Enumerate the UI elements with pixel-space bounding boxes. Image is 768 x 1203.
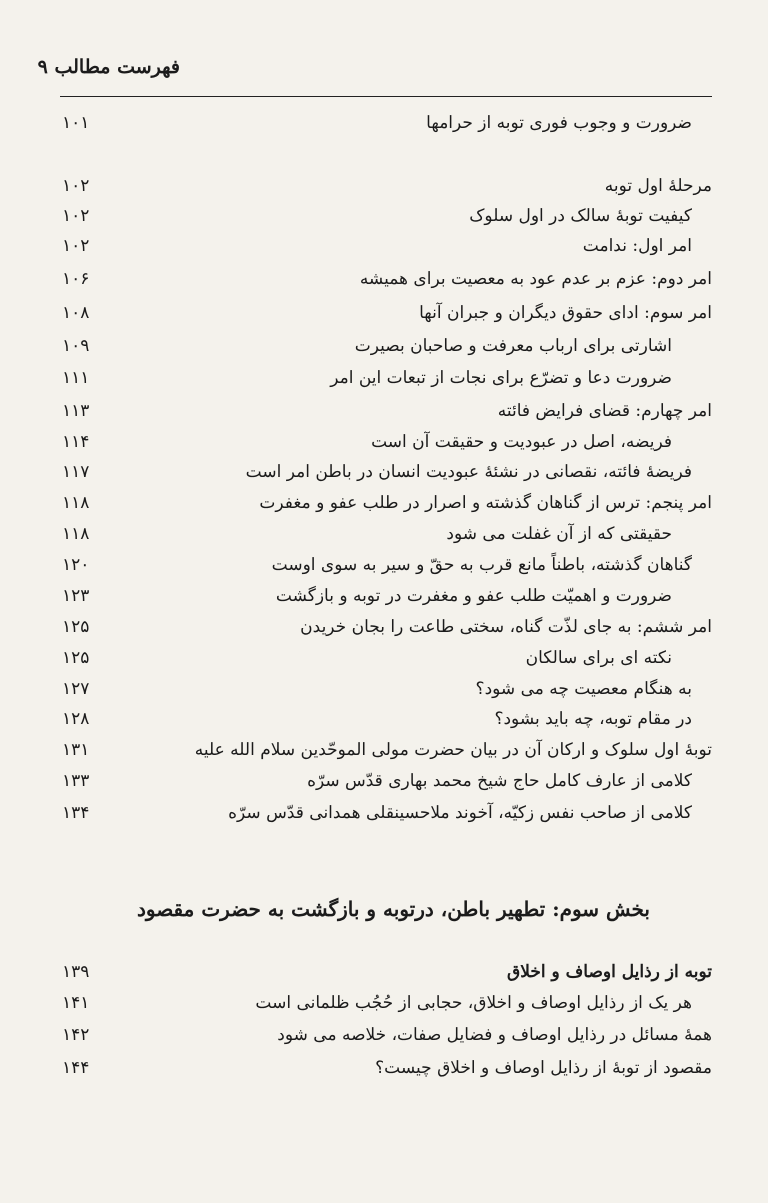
toc-entry[interactable] bbox=[62, 269, 712, 299]
page-header bbox=[37, 56, 710, 86]
toc-entry-title: کلامی از صاحب نفس زکیّه، آخوند ملاحسینقلی همدانی قدّس سرّه bbox=[228, 803, 692, 823]
toc-entry[interactable] bbox=[62, 176, 712, 206]
toc-entry-title: امر اول: ندامت bbox=[582, 236, 692, 256]
toc-entry-page: ۱۳۱ bbox=[62, 740, 90, 760]
toc-entry[interactable] bbox=[62, 740, 712, 770]
toc-entry-title: توبه از رذایل اوصاف و اخلاق bbox=[507, 962, 712, 982]
toc-entry-title: فریضه، اصل در عبودیت و حقیقت آن است bbox=[371, 432, 672, 452]
toc-entry-title: هر یک از رذایل اوصاف و اخلاق، حجابی از حُجُب ظلمانی است bbox=[255, 993, 692, 1013]
toc-entry-page: ۱۱۸ bbox=[62, 493, 90, 513]
toc-entry[interactable] bbox=[62, 462, 712, 492]
toc-entry-page: ۱۳۹ bbox=[62, 962, 90, 982]
toc-entry[interactable] bbox=[62, 709, 712, 739]
toc-entry-page: ۱۲۵ bbox=[62, 648, 90, 668]
toc-entry-title: امر دوم: عزم بر عدم عود به معصیت برای همیشه bbox=[359, 269, 712, 289]
toc-entry-title: در مقام توبه، چه باید بشود؟ bbox=[494, 709, 692, 729]
toc-entry-page: ۱۱۱ bbox=[62, 368, 90, 388]
toc-entry-page: ۱۰۲ bbox=[62, 206, 90, 226]
toc-entry-title: گناهان گذشته، باطناً مانع قرب به حقّ و سیر به سوی اوست bbox=[271, 555, 692, 575]
toc-entry-page: ۱۲۸ bbox=[62, 709, 90, 729]
toc-entry-page: ۱۰۸ bbox=[62, 303, 90, 323]
toc-entry-title: نکته ای برای سالکان bbox=[525, 648, 672, 668]
toc-entry[interactable] bbox=[62, 401, 712, 431]
toc-entry-title: حقیقتی که از آن غفلت می شود bbox=[446, 524, 672, 544]
toc-entry-title: توبهٔ اول سلوک و ارکان آن در بیان حضرت مولی الموحّدین سلام الله علیه bbox=[194, 740, 712, 760]
toc-entry-title: مرحلهٔ اول توبه bbox=[604, 176, 712, 196]
toc-entry[interactable] bbox=[62, 648, 712, 678]
toc-entry-title: همهٔ مسائل در رذایل اوصاف و فضایل صفات، خلاصه می شود bbox=[277, 1025, 712, 1045]
toc-entry-page: ۱۳۴ bbox=[62, 803, 90, 823]
toc-entry-page: ۱۱۷ bbox=[62, 462, 90, 482]
toc-entry[interactable] bbox=[62, 993, 712, 1023]
toc-entry-page: ۱۰۲ bbox=[62, 236, 90, 256]
toc-entry[interactable] bbox=[62, 962, 712, 992]
running-title: فهرست مطالب ۹ bbox=[37, 56, 180, 78]
header-rule bbox=[60, 96, 712, 97]
toc-entry[interactable] bbox=[62, 1025, 712, 1055]
toc-entry[interactable] bbox=[62, 555, 712, 585]
toc-entry-page: ۱۴۱ bbox=[62, 993, 90, 1013]
toc-entry[interactable] bbox=[62, 432, 712, 462]
toc-entry[interactable] bbox=[62, 206, 712, 236]
toc-entry-title: فریضهٔ فائته، نقصانی در نشئهٔ عبودیت انسان در باطن امر است bbox=[245, 462, 692, 482]
toc-entry-page: ۱۴۴ bbox=[62, 1058, 90, 1078]
toc-entry[interactable] bbox=[62, 236, 712, 266]
toc-entry-title: مقصود از توبهٔ از رذایل اوصاف و اخلاق چیست؟ bbox=[375, 1058, 712, 1078]
toc-entry-title: ضرورت و اهمیّت طلب عفو و مغفرت در توبه و بازگشت bbox=[275, 586, 672, 606]
toc-entry-title: امر چهارم: قضای فرایض فائته bbox=[497, 401, 712, 421]
toc-entry-page: ۱۱۳ bbox=[62, 401, 90, 421]
toc-entry[interactable] bbox=[62, 303, 712, 333]
toc-entry[interactable] bbox=[62, 493, 712, 523]
toc-entry-page: ۱۳۳ bbox=[62, 771, 90, 791]
toc-entry-page: ۱۲۵ bbox=[62, 617, 90, 637]
toc-entry[interactable] bbox=[62, 771, 712, 801]
toc-entry-title: به هنگام معصیت چه می شود؟ bbox=[475, 679, 692, 699]
toc-entry[interactable] bbox=[62, 803, 712, 833]
toc-entry-page: ۱۲۰ bbox=[62, 555, 90, 575]
toc-entry-title: امر ششم: به جای لذّت گناه، سختی طاعت را بجان خریدن bbox=[300, 617, 712, 637]
toc-entry-title: اشارتی برای ارباب معرفت و صاحبان بصیرت bbox=[354, 336, 672, 356]
toc-entry-page: ۱۲۷ bbox=[62, 679, 90, 699]
toc-entry-title: ضرورت و وجوب فوری توبه از حرامها bbox=[426, 113, 692, 133]
toc-entry[interactable] bbox=[62, 679, 712, 709]
toc-entry[interactable] bbox=[62, 524, 712, 554]
toc-entry[interactable] bbox=[62, 368, 712, 398]
toc-entry-page: ۱۰۶ bbox=[62, 269, 90, 289]
toc-entry-title: کیفیت توبهٔ سالک در اول سلوک bbox=[469, 206, 692, 226]
toc-entry[interactable] bbox=[62, 586, 712, 616]
toc-entry[interactable] bbox=[62, 113, 712, 143]
toc-entry-page: ۱۲۳ bbox=[62, 586, 90, 606]
toc-entry[interactable] bbox=[62, 1058, 712, 1088]
toc-entry-page: ۱۰۱ bbox=[62, 113, 90, 133]
toc-entry[interactable] bbox=[62, 336, 712, 366]
section-heading bbox=[62, 897, 712, 931]
toc-entry-title: امر پنجم: ترس از گناهان گذشته و اصرار در طلب عفو و مغفرت bbox=[259, 493, 712, 513]
toc-entry-page: ۱۱۴ bbox=[62, 432, 90, 452]
toc-entry-title: کلامی از عارف کامل حاج شیخ محمد بهاری قدّس سرّه bbox=[307, 771, 692, 791]
toc-entry-page: ۱۰۲ bbox=[62, 176, 90, 196]
toc-entry-title: ضرورت دعا و تضرّع برای نجات از تبعات این امر bbox=[330, 368, 672, 388]
toc-entry-page: ۱۰۹ bbox=[62, 336, 90, 356]
toc-entry-page: ۱۱۸ bbox=[62, 524, 90, 544]
section-heading-text: بخش سوم: تطهیر باطن، درتوبه و بازگشت به حضرت مقصود bbox=[136, 897, 650, 921]
toc-entry[interactable] bbox=[62, 617, 712, 647]
toc-entry-title: امر سوم: ادای حقوق دیگران و جبران آنها bbox=[419, 303, 712, 323]
toc-entry-page: ۱۴۲ bbox=[62, 1025, 90, 1045]
